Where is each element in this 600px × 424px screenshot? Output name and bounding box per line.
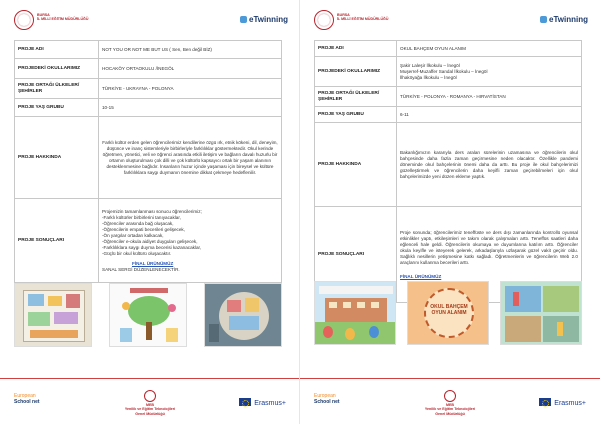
final-product-link[interactable]: FİNAL ÜRÜNÜMÜZ [132, 260, 174, 266]
eu-flag-icon [239, 398, 251, 406]
project-about: Farklı kültür erden gelen öğrencilerimiz kendilerine özgü ırk, etnik kökeni, dil, deneyim, düşünce ve inanç sistemleriyle birbirleriyle farklılıklar göstermektedir. Okul kerinde öğretmen, yönetici, veli ve öğrenci arasında etkili iletişim ve bağların davalı huzurlu bir ortamın oluşturulması çok dilli ve çok kültürlü kapsayıcı ortak bir yaşam alanının desteklenmesine bağlıdır. İnsanların huzur içinde yaşaması için bireysel ve kültüre farklılıklara saygı duymanın önemine dikkat çekmeye hedeflenilir. [99, 117, 282, 199]
etwinning-logo: eTwinning [240, 15, 288, 24]
field-label: PROJE ORTAĞI ÜLKELER/ŞEHİRLER [315, 87, 397, 107]
field-label: PROJEDEKİ OKULLARIMIZ [15, 59, 99, 79]
playground-collage-photo [500, 281, 582, 345]
yegitek-logo: MEB Yenilik ve Eğitim Teknolojileri Genel Müdürlüğü [418, 390, 482, 416]
age-group: 10-15 [99, 99, 282, 117]
poster-title: OKUL BAHÇEM OYUN ALANIM [430, 304, 468, 316]
table-row [315, 123, 582, 207]
table-row [315, 107, 582, 123]
field-label: PROJE YAŞ GRUBU [15, 99, 99, 117]
project-schools: HOCAKÖY ORTAOKULU /İNEGÖL [99, 59, 282, 79]
european-schoolnet-logo: European School net [14, 393, 40, 405]
yegitek-logo: MEB Yenilik ve Eğitim Teknolojileri Genel Müdürlüğü [118, 390, 182, 416]
field-label: PROJE HAKKINDA [15, 117, 99, 199]
field-label: PROJE YAŞ GRUBU [315, 107, 397, 123]
project-name: NOT YOU OR NOT ME BUT US ( Sen, Ben değil BİZ) [99, 41, 282, 59]
project-info-table [314, 40, 582, 303]
table-row [315, 41, 582, 57]
meb-logo-icon [314, 10, 334, 30]
project-about: Bakanlığımızın kararıyla ders araları sürelerinin uzamasına ve öğrencilerin okul bahçesinde daha fazla zaman geçirmesine neden olacaktır. Özellikle pandemi döneminde okul bahçelerinin önemi daha da arttı. Bu proje ile okul bahçelerimizi güzelleştirmek ve öğrencilerin daha keyifli zaman geçirebilmeleri için okul bahçelerimizde yeni düzen ekleme yaptık. [397, 123, 582, 207]
field-label: PROJE HAKKINDA [315, 123, 397, 207]
project-results: Proje sonunda; öğrencilerimiz teneffüste ve ders dışı zamanlarında kontrollü oyunsal etkinlikler yaptı, etkileşimleri ve takım olarak çalışmaları arttı. Teneffüs saatleri daha eğlenceli hale geldi. Öğrencilerin okumaya ve duyumlarına katılım arttı. Öğrenciler okula keyifle ve isteyerek gelerek, arkadaşlarıyla uzlaşarak güzel vakit geçirir oldu. Sağlıklı nesillerin yetişmesine katkı sağladı. Öğretmenlerin ve öğrencilerin Web 2.0 araçlarını kullanma becerileri arttı. FİNAL ÜRÜNÜMÜZ [397, 207, 582, 303]
project-info-table [14, 40, 282, 283]
table-row [15, 41, 282, 59]
page-header [300, 4, 600, 38]
yegitek-emblem-icon [444, 390, 456, 402]
table-row [15, 79, 282, 99]
project-results: Projemizin tamamlanması sonucu öğrencilerimiz; -Farklı kültürler birbirlerini tanıyacaklar, -Öğrenciler arasında bağ oluşacak, -Öğrencilerin empati becerileri gelişecek, -Ön yargılar ortadan kalkacak, -Öğrenciler e-okula aidiyet duyguları gelişecek, -Farklılıklara saygı duyma becerisi kazanacaklar, -Güçlü bir okul kültürü oluşacaktır. FİNAL ÜRÜNÜMÜZ SANAL SERGİ DÜZENLENECEKTİR. [99, 199, 282, 283]
school-garden-photo [314, 281, 396, 345]
photo-strip [14, 283, 282, 347]
table-row [15, 199, 282, 283]
tree-poster-photo [109, 283, 187, 347]
classroom-board-photo [14, 283, 92, 347]
meb-logo-text: BURSA İL MİLLİ EĞİTİM MÜDÜRLÜĞÜ [37, 13, 89, 22]
table-row [315, 87, 582, 107]
partner-countries: TÜRKİYE - UKRAYNA - POLONYA [99, 79, 282, 99]
etwinning-icon [540, 16, 547, 23]
project-poster-image [407, 281, 489, 345]
erasmus-logo: Erasmus+ [539, 398, 586, 407]
age-group: 6-11 [397, 107, 582, 123]
page-header [0, 4, 300, 38]
final-product-link[interactable]: FİNAL ÜRÜNÜMÜZ [400, 273, 442, 279]
photo-strip [314, 281, 582, 345]
etwinning-icon [240, 16, 247, 23]
field-label: PROJE SONUÇLARI [15, 199, 99, 283]
meb-logo-text: BURSA İL MİLLİ EĞİTİM MÜDÜRLÜĞÜ [337, 13, 389, 22]
page-footer [300, 388, 600, 418]
partner-countries: TÜRKİYE - POLONYA - ROMANYA - HIRVATİSTAN [397, 87, 582, 107]
page-footer [0, 388, 300, 418]
field-label: PROJE ADI [15, 41, 99, 59]
table-row [15, 117, 282, 199]
field-label: PROJE SONUÇLARI [315, 207, 397, 303]
table-row [15, 59, 282, 79]
european-schoolnet-logo: European School net [314, 393, 340, 405]
table-row [315, 57, 582, 87]
project-schools: Şakir Laleşir İlkokulu – İnegöl Muşerref-Muzaffer Sandal İlkokulu – İnegöl İlhaköyağa İlkokulu – İnegöl [397, 57, 582, 87]
field-label: PROJE ORTAĞI ÜLKELER/ŞEHİRLER [15, 79, 99, 99]
table-row [15, 99, 282, 117]
yegitek-emblem-icon [144, 390, 156, 402]
footer-divider [0, 378, 300, 379]
field-label: PROJEDEKİ OKULLARIMIZ [315, 57, 397, 87]
project-name: OKUL BAHÇEM OYUN ALANIM [397, 41, 582, 57]
field-label: PROJE ADI [315, 41, 397, 57]
meb-logo-icon [14, 10, 34, 30]
right-page [300, 0, 600, 424]
eu-flag-icon [539, 398, 551, 406]
footer-divider [300, 378, 600, 379]
erasmus-logo: Erasmus+ [239, 398, 286, 407]
wall-display-photo [204, 283, 282, 347]
etwinning-logo: eTwinning [540, 15, 588, 24]
